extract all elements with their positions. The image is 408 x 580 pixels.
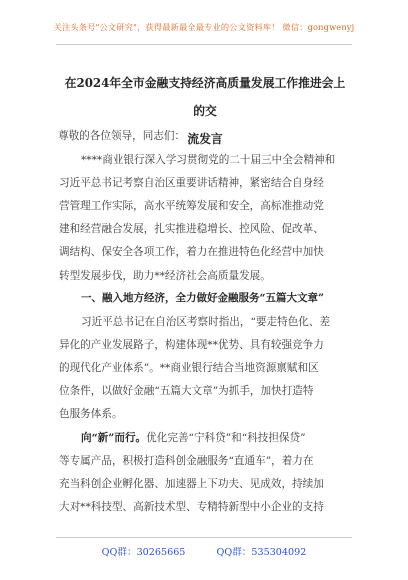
paragraph-first-line	[81, 430, 306, 445]
body-line: 等专属产品，积极打造科创金融服务“直通车”，着力在	[59, 455, 314, 467]
header-divider	[56, 44, 352, 45]
body-line: 调结构、保安全各项工作，着力在推进特色化经营中加快	[59, 246, 324, 258]
title-line-2: 流发言	[187, 132, 223, 146]
paragraph-lead: 向“新”而行。	[81, 432, 147, 444]
body-line: 的现代化产业体系”。**商业银行结合当地资源禀赋和区	[59, 362, 319, 374]
paragraph-lead-rest: 优化完善“宁科贷”和“科技担保贷”	[146, 432, 306, 444]
header-banner: 关注头条号"公文研究"，获得最新最全最专业的公文资料库！ 微信：gongwenyj	[53, 22, 355, 32]
footer-divider	[56, 537, 352, 538]
body-line: 习近平总书记在自治区考察时指出，“要走特色化、差	[81, 316, 331, 328]
footer-qq-group-1: QQ群：30265665	[101, 547, 186, 558]
body-line: 色服务体系。	[59, 408, 123, 420]
salutation: 尊敬的各位领导，同志们：	[58, 130, 186, 142]
footer	[0, 544, 408, 558]
title-line-1: 在2024年全市金融支持经济高质量发展工作推进会上的交	[64, 76, 346, 118]
footer-qq-group-2: QQ群：535304092	[216, 547, 307, 558]
body-line: 习近平总书记考察自治区重要讲话精神，紧密结合自身经	[59, 177, 324, 189]
body-line: 大对**科技型、高新技术型、专精特新型中小企业的支持	[59, 501, 324, 513]
body-line: 建和经营融合发展，扎实推进稳增长、控风险、促改革、	[59, 223, 324, 235]
body-line: ****商业银行深入学习贯彻党的二十届三中全会精神和	[81, 154, 336, 166]
body-line: 位条件，以做好金融“五篇大文章”为抓手，加快打造特	[59, 385, 314, 397]
body-line: 充当科创企业孵化器、加速器上下功夫、见成效，持续加	[59, 478, 324, 490]
body-line: 异化的产业发展路子，构建体现**优势、具有较强竞争力	[59, 339, 324, 351]
section-heading: 一、融入地方经济，全力做好金融服务“五篇大文章”	[81, 292, 325, 304]
body-line: 营管理工作实际，高水平统筹发展和安全，高标准推动党	[59, 200, 324, 212]
body-line: 转型发展步伐，助力**经济社会高质量发展。	[59, 270, 271, 282]
